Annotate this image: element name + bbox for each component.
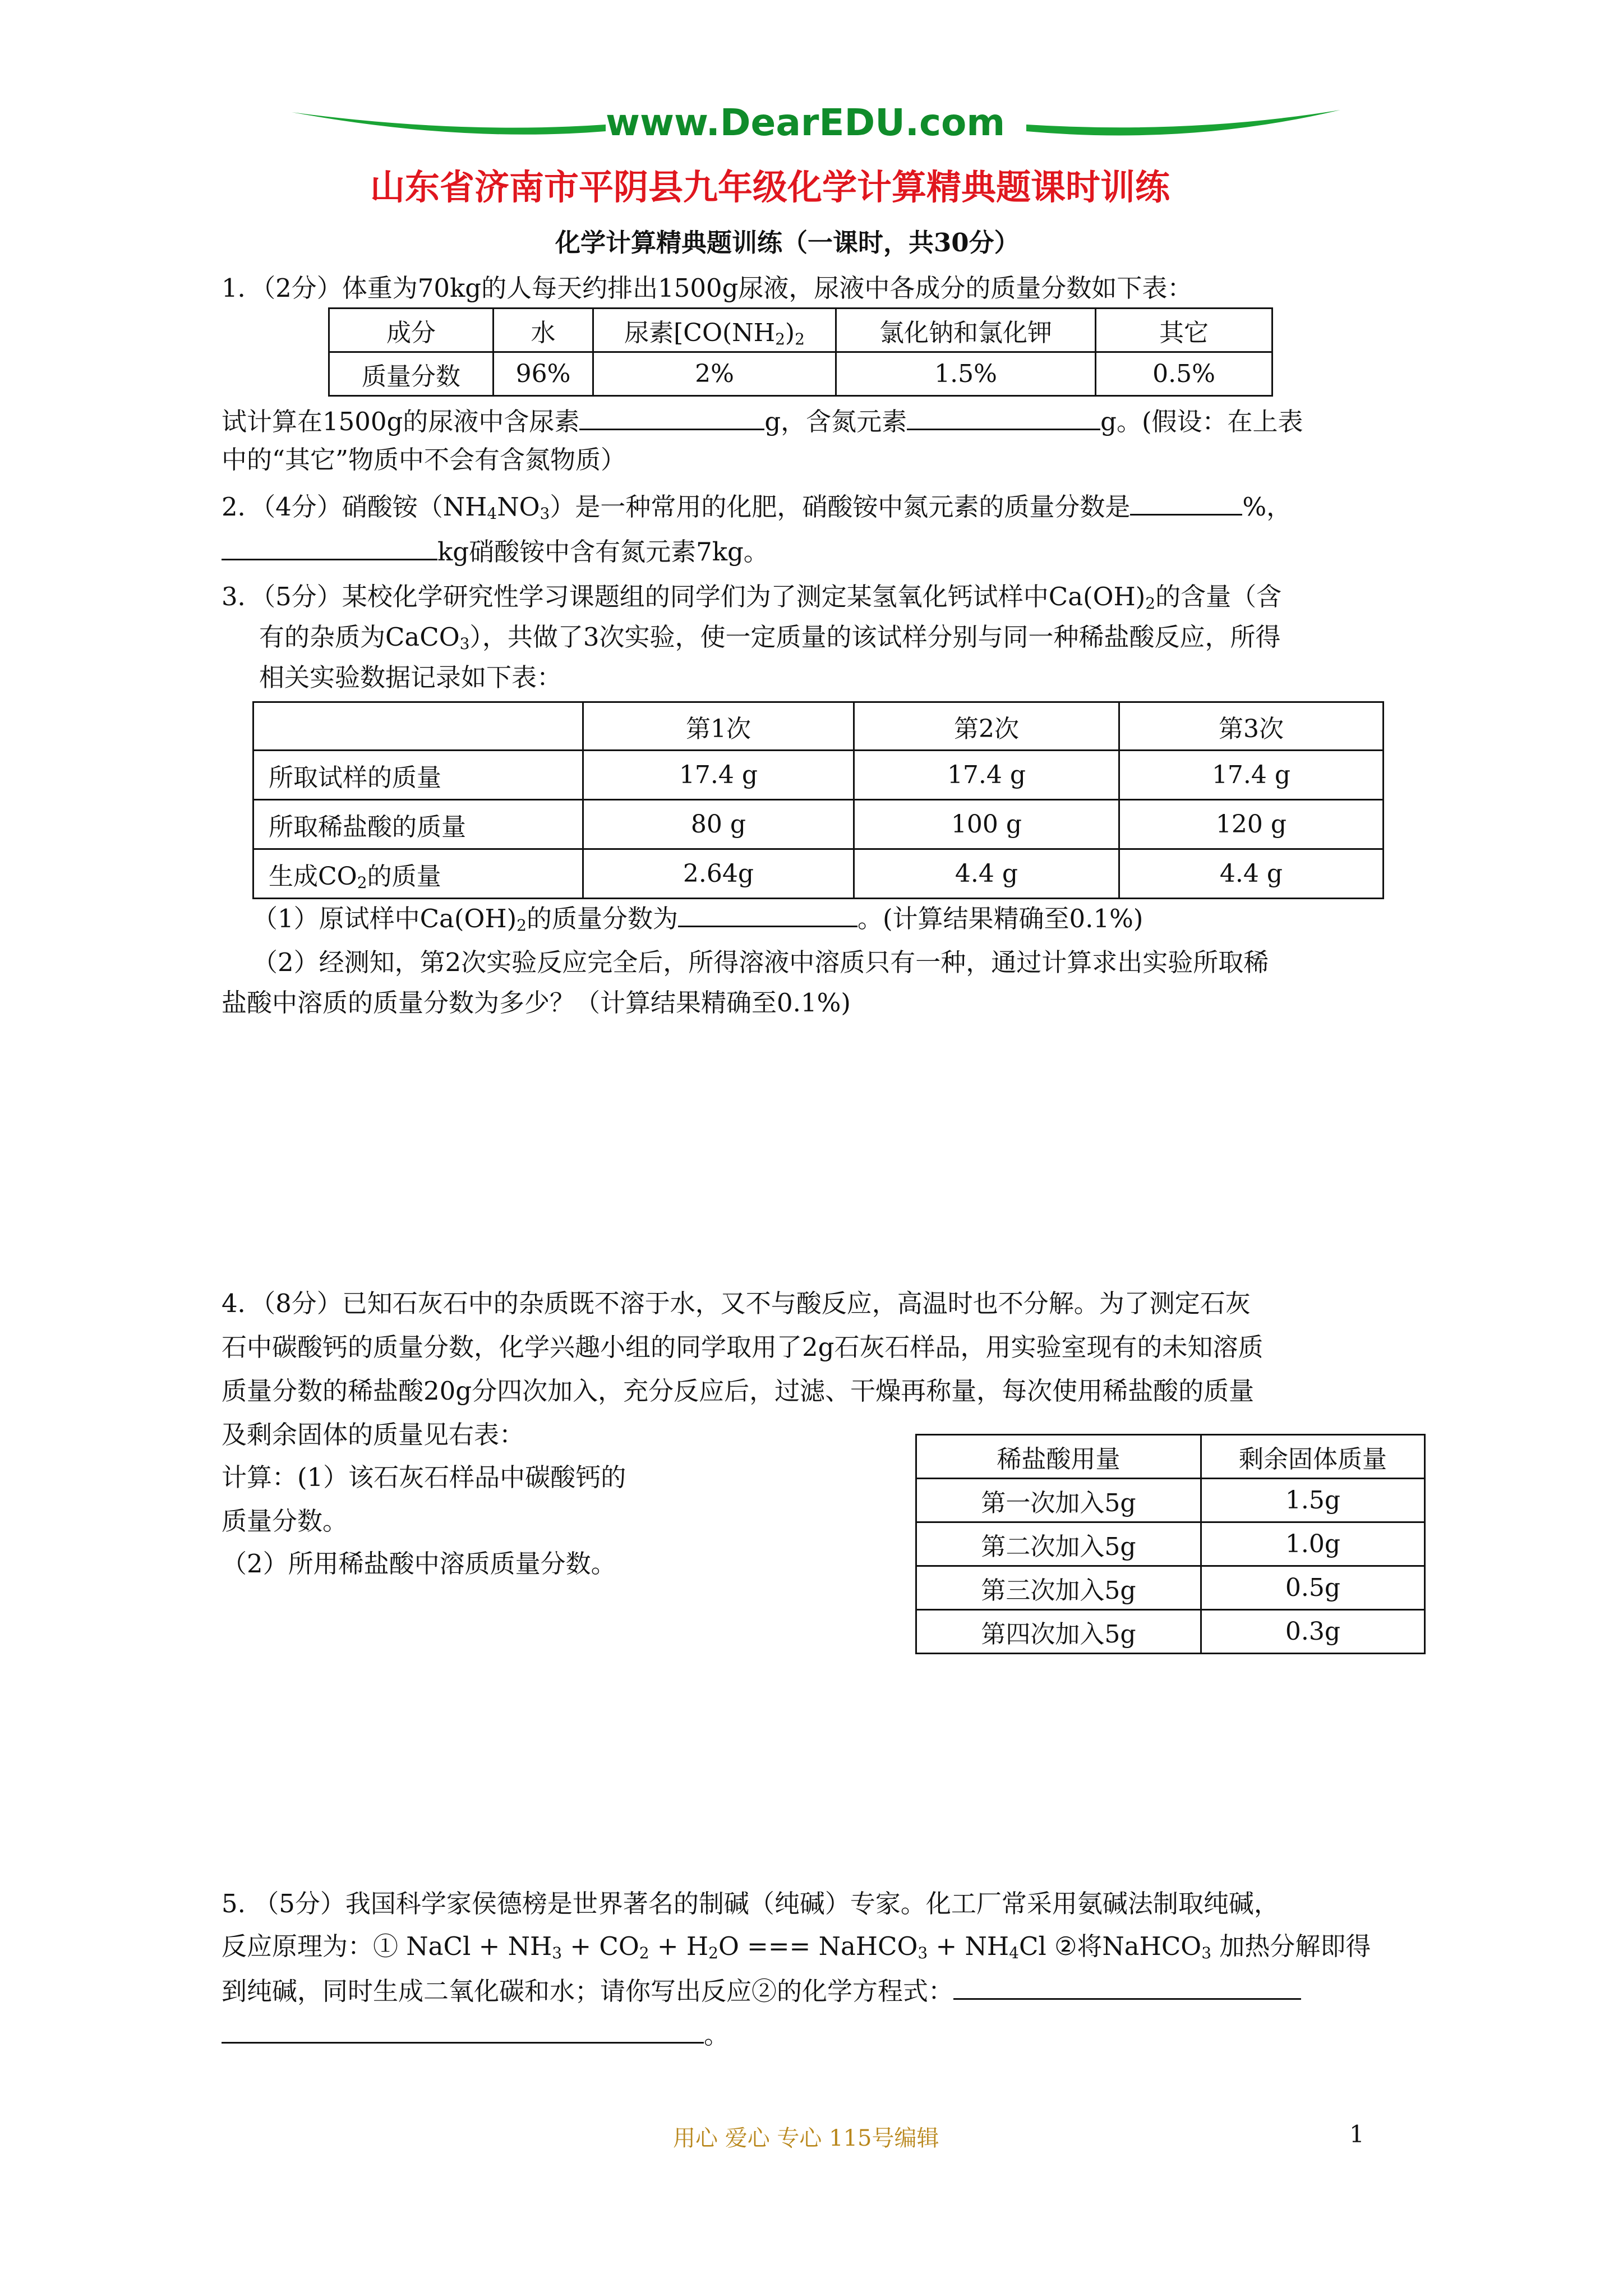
page-subtitle: 化学计算精典题训练（一课时，共30分） (555, 228, 1020, 257)
q3-text-line3: 相关实验数据记录如下表： (259, 662, 562, 692)
q3-cell: 4.4 g (1119, 849, 1384, 899)
q5-equation: 反应原理为：① NaCl + $NH_3 + CO_2 + H_2O$ === NaHCO$_3$ + $NH_4Cl$ ②将NaHCO$_3$ 加热分解即得 (222, 1931, 1371, 1962)
q3-row-label: 所取稀盐酸的质量 (253, 800, 583, 849)
q4-cell: 1.5g (1201, 1479, 1425, 1522)
q3-row-label: 所取试样的质量 (253, 751, 583, 800)
urea-label: 尿素[CO(NH (624, 318, 776, 347)
q3-table (252, 701, 1384, 899)
q5-text-line3: 到纯碱，同时生成二氧化碳和水；请你写出反应②的化学方程式： (222, 1973, 1301, 2008)
q1-header-cell: 尿素[$CO(NH_2)_2$ (593, 309, 836, 352)
answer-blank[interactable] (579, 404, 764, 430)
q4-cell: 0.3g (1201, 1610, 1425, 1654)
q4-text: 4．（8分）已知石灰石中的杂质既不溶于水，又不与酸反应，高温时也不分解。为了测定石灰 (222, 1289, 1251, 1318)
q3-cell: 17.4 g (583, 751, 854, 800)
page-number: 1 (1349, 2120, 1364, 2148)
q4-text-line4: 及剩余固体的质量见右表： (222, 1420, 525, 1450)
q1-cell: 0.5% (1096, 352, 1272, 396)
q4-cell: 0.5g (1201, 1566, 1425, 1610)
q1-answer-line: 试计算在1500g的尿液中含尿素 g，含氮元素 g。(假设：在上表 (222, 404, 1303, 439)
answer-blank[interactable] (222, 534, 437, 560)
q1-header-cell: 水 (494, 309, 593, 352)
q3-header-cell: 第2次 (854, 702, 1119, 751)
q4-cell: 1.0g (1201, 1522, 1425, 1566)
q1-cell: 96% (494, 352, 593, 396)
q3-cell: 17.4 g (1119, 751, 1384, 800)
q3-part1: （1）原试样中$Ca(OH)_2$的质量分数为 。(计算结果精确至0.1%) (252, 901, 1143, 942)
q1-header-cell: 成分 (329, 309, 494, 352)
q4-table (915, 1434, 1426, 1654)
q4-cell: 第三次加入5g (916, 1566, 1201, 1610)
footer-note: 用心 爱心 专心 115号编辑 (673, 2125, 939, 2151)
q4-cell: 第四次加入5g (916, 1610, 1201, 1654)
q1-cell: 1.5% (836, 352, 1096, 396)
answer-blank[interactable] (222, 2017, 704, 2044)
q3-row-label: 生成$CO_2$的质量 (253, 849, 583, 899)
q4-calc-2: （2）所用稀盐酸中溶质质量分数。 (222, 1549, 616, 1579)
q4-text-line2: 石中碳酸钙的质量分数，化学兴趣小组的同学取用了2g石灰石样品，用实验室现有的未知溶质 (222, 1332, 1264, 1362)
q3-cell: 17.4 g (854, 751, 1119, 800)
q3-text-line2: 有的杂质为CaCO$_3$），共做了3次实验，使一定质量的该试样分别与同一种稀盐酸反应，所得 (259, 622, 1281, 653)
q3-text: 3．（5分）某校化学研究性学习课题组的同学们为了测定某氢氧化钙试样中$Ca(OH)_2$的含量（含 (222, 582, 1282, 613)
q1-cell: 2% (593, 352, 836, 396)
answer-blank[interactable] (678, 901, 857, 927)
q5-text-line4: 。 (222, 2017, 729, 2052)
q4-cell: 第二次加入5g (916, 1522, 1201, 1566)
q1-note: 中的“其它”物质中不会有含氮物质） (222, 445, 626, 475)
q1-text: 1．（2分）体重为70kg的人每天约排出1500g尿液，尿液中各成分的质量分数如下表： (222, 273, 1193, 303)
q3-part2-line2: 盐酸中溶质的质量分数为多少？（计算结果精确至0.1%) (222, 988, 851, 1018)
q2-text-line2: kg硝酸铵中含有氮元素7kg。 (222, 534, 769, 569)
q4-calc-1b: 质量分数。 (222, 1506, 348, 1536)
q3-cell: 4.4 g (854, 849, 1119, 899)
q5-text: 5. （5分）我国科学家侯德榜是世界著名的制碱（纯碱）专家。化工厂常采用氨碱法制取纯碱， (222, 1889, 1279, 1918)
site-logo-text: www.DearEDU.com (606, 101, 1006, 144)
q3-header-cell: 第1次 (583, 702, 854, 751)
q3-header-cell: 第3次 (1119, 702, 1384, 751)
q3-cell: 120 g (1119, 800, 1384, 849)
q3-cell: 80 g (583, 800, 854, 849)
q1-table (328, 307, 1273, 397)
q1-header-cell: 其它 (1096, 309, 1272, 352)
q4-text-line3: 质量分数的稀盐酸20g分四次加入，充分反应后，过滤、干燥再称量，每次使用稀盐酸的质量 (222, 1376, 1255, 1406)
q3-part2: （2）经测知，第2次实验反应完全后，所得溶液中溶质只有一种，通过计算求出实验所取稀 (252, 947, 1269, 977)
answer-blank[interactable] (1130, 489, 1242, 516)
q3-header-cell (253, 702, 583, 751)
answer-blank[interactable] (907, 404, 1100, 430)
q4-header-cell: 稀盐酸用量 (916, 1435, 1201, 1479)
answer-blank[interactable] (953, 1973, 1301, 2000)
page-title: 山东省济南市平阴县九年级化学计算精典题课时训练 (370, 167, 1170, 208)
q4-header-cell: 剩余固体质量 (1201, 1435, 1425, 1479)
q1-header-cell: 氯化钠和氯化钾 (836, 309, 1096, 352)
q2-text: 2．（4分）硝酸铵$(NH_4NO_3)$是一种常用的化肥，硝酸铵中氮元素的质量分数是 %， (222, 489, 1292, 531)
q3-cell: 2.64g (583, 849, 854, 899)
q4-calc-1: 计算：(1）该石灰石样品中碳酸钙的 (222, 1462, 626, 1492)
q3-cell: 100 g (854, 800, 1119, 849)
q1-cell: 质量分数 (329, 352, 494, 396)
q4-cell: 第一次加入5g (916, 1479, 1201, 1522)
